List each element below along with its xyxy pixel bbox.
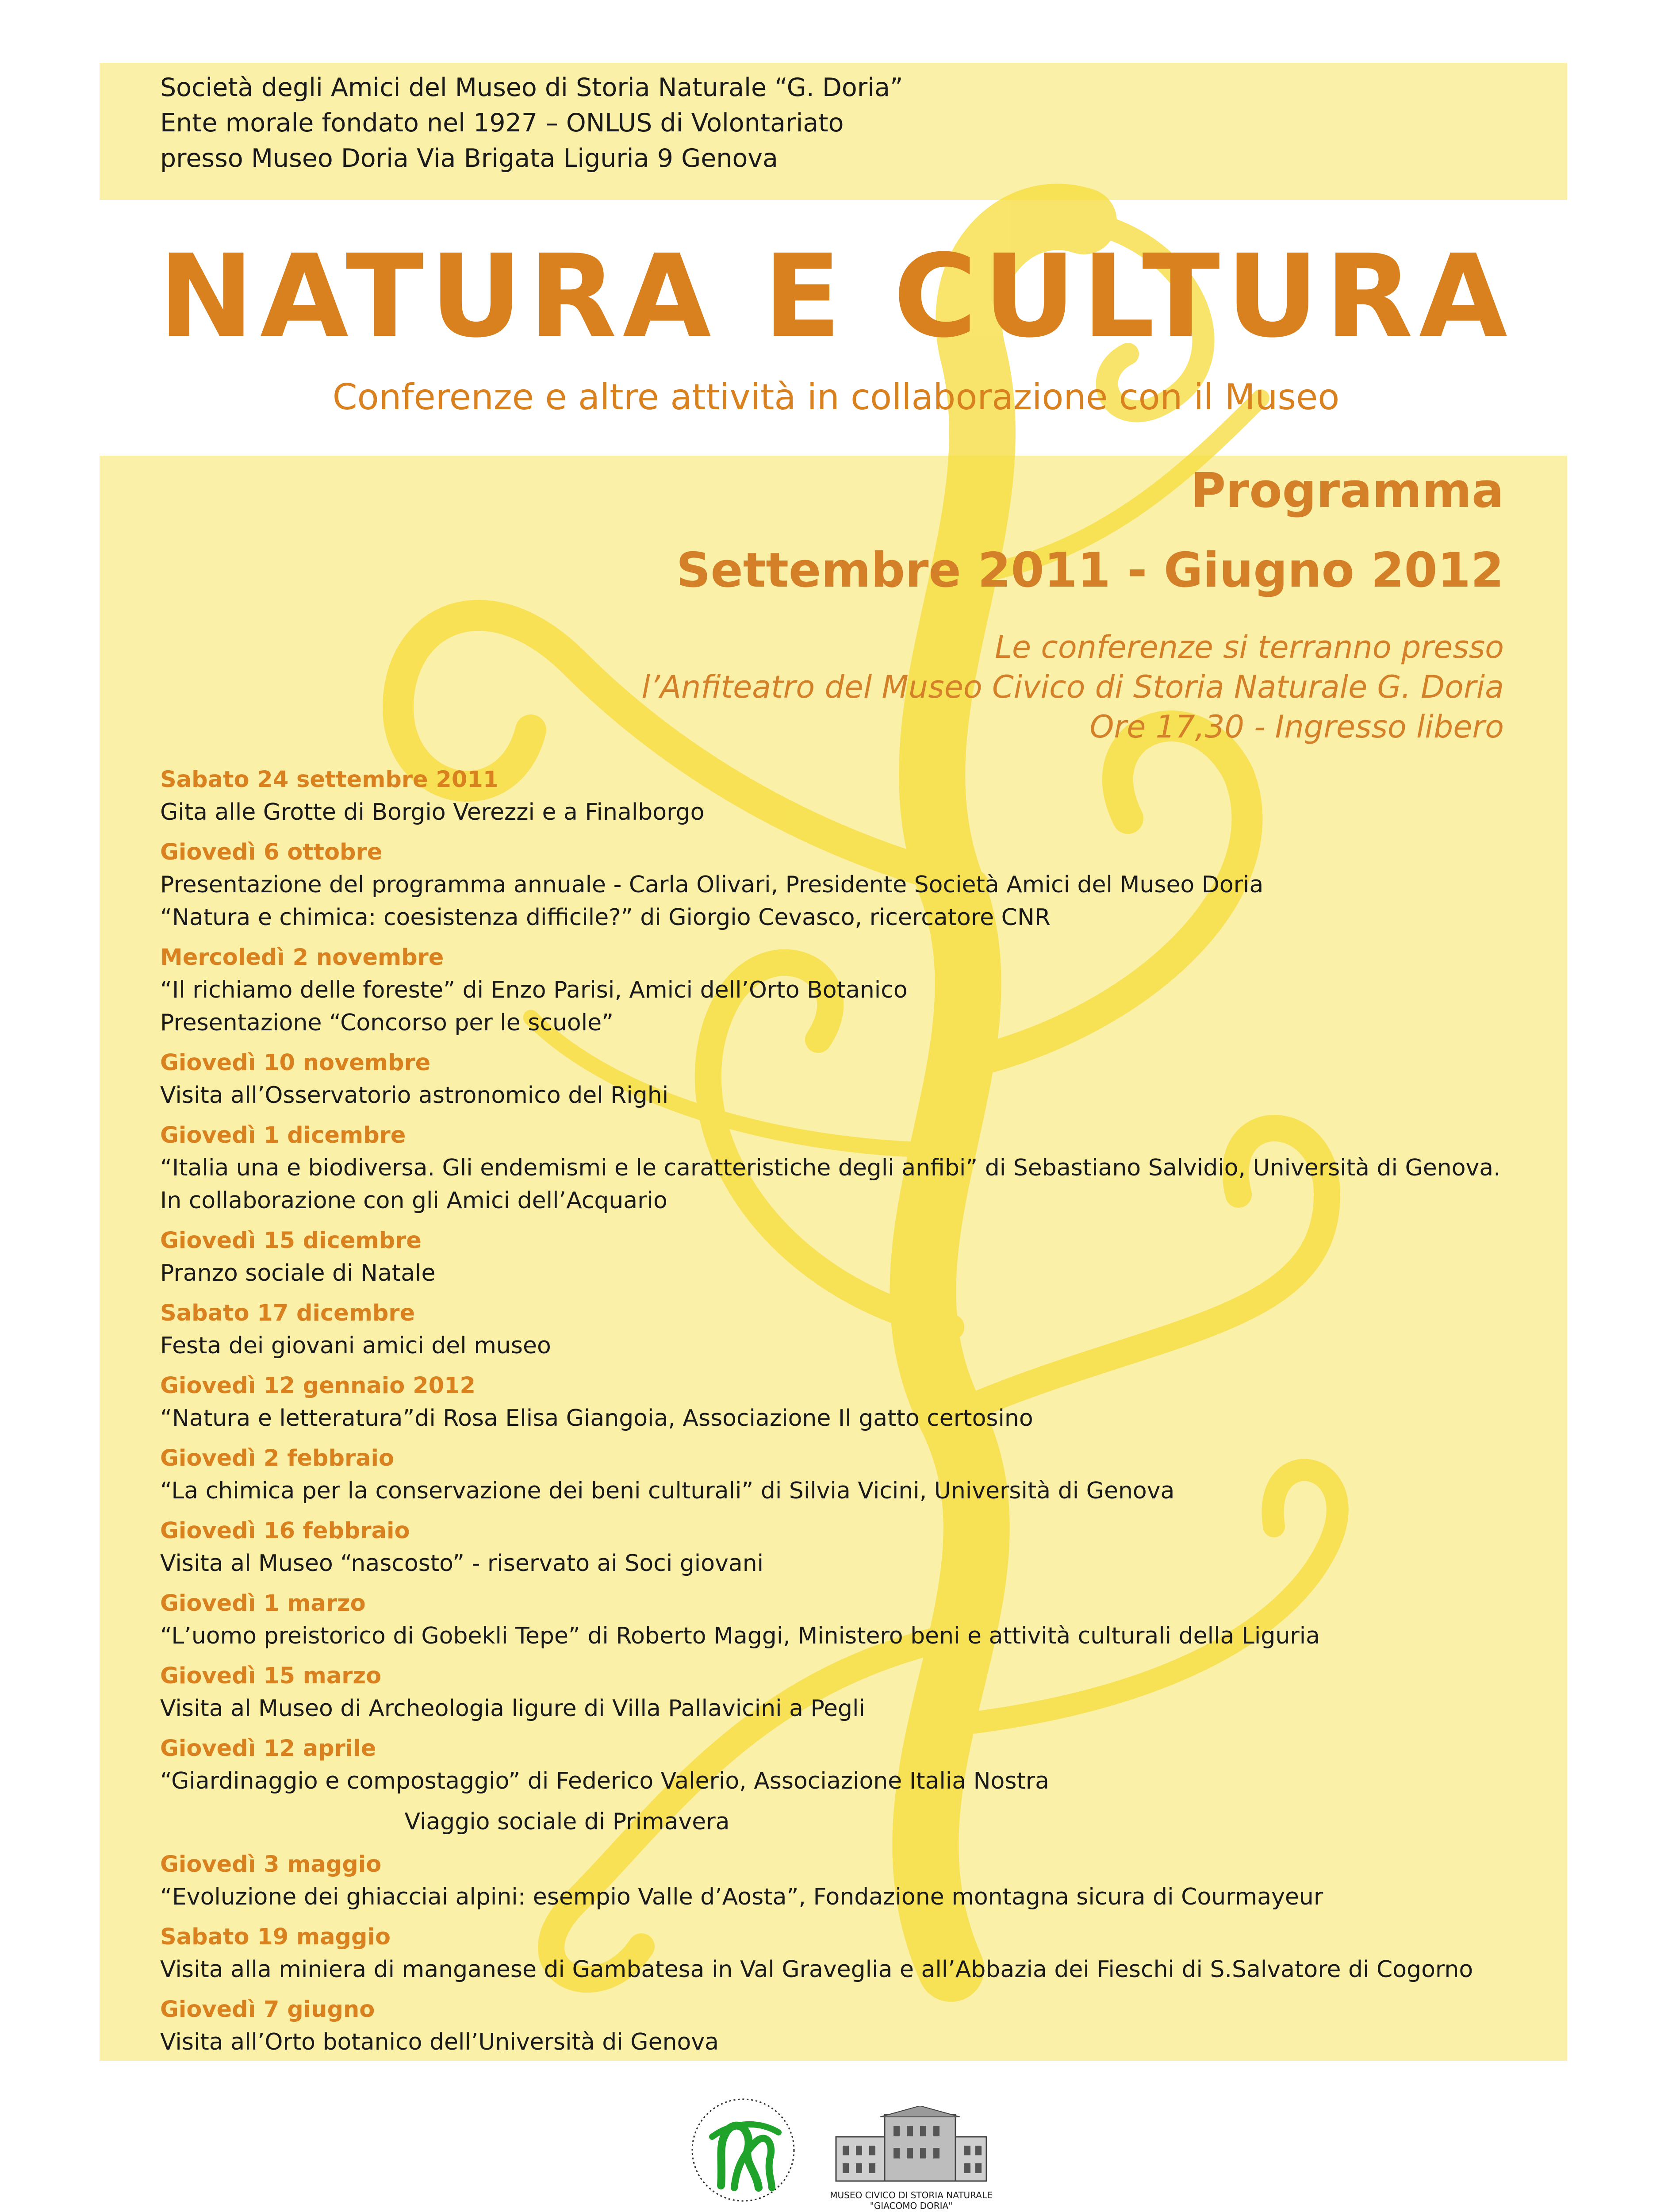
event-date: Giovedì 3 maggio <box>160 1851 382 1878</box>
museum-caption: MUSEO CIVICO DI STORIA NATURALE "GIACOMO DORIA" <box>830 2190 993 2211</box>
program-label: Programma <box>1190 463 1504 518</box>
event-date: Sabato 17 dicembre <box>160 1300 415 1326</box>
event-description: Presentazione del programma annuale - Carla Olivari, Presidente Società Amici del Museo Doria <box>160 872 1264 898</box>
header-line-society: Società degli Amici del Museo di Storia Naturale “G. Doria” <box>160 73 903 102</box>
event-description: Visita all’Osservatorio astronomico del Righi <box>160 1082 669 1109</box>
program-period: Settembre 2011 - Giugno 2012 <box>676 543 1504 598</box>
event-description: “L’uomo preistorico di Gobekli Tepe” di Roberto Maggi, Ministero beni e attività culturali della Liguria <box>160 1623 1320 1649</box>
event-item <box>160 837 1567 934</box>
event-item <box>160 1994 1567 2058</box>
event-list <box>160 764 1567 2066</box>
event-item <box>160 1443 1567 1507</box>
event-description: “Natura e chimica: coesistenza difficile?” di Giorgio Cevasco, ricercatore CNR <box>160 904 1051 931</box>
event-description: “La chimica per la conservazione dei beni culturali” di Silvia Vicini, Università di Genova <box>160 1478 1175 1504</box>
event-description: Visita alla miniera di manganese di Gambatesa in Val Graveglia e all’Abbazia dei Fieschi di S.Salvatore di Cogorno <box>160 1956 1473 1983</box>
event-date: Giovedì 1 marzo <box>160 1590 366 1617</box>
event-description: Presentazione “Concorso per le scuole” <box>160 1010 614 1036</box>
event-date: Sabato 24 settembre 2011 <box>160 767 499 793</box>
event-description: “Il richiamo delle foreste” di Enzo Parisi, Amici dell’Orto Botanico <box>160 977 908 1003</box>
event-item <box>160 1047 1567 1112</box>
event-description: “Italia una e biodiversa. Gli endemismi e le caratteristiche degli anfibi” di Sebastiano Salvidio, Università di Genova. <box>160 1155 1501 1181</box>
society-logo-icon <box>681 2084 805 2212</box>
event-item <box>160 1370 1567 1435</box>
event-description: Visita al Museo “nascosto” - riservato ai Soci giovani <box>160 1550 764 1577</box>
venue-line: Ore 17,30 - Ingresso libero <box>1089 709 1504 745</box>
event-date: Sabato 19 maggio <box>160 1924 391 1950</box>
header-line-address: presso Museo Doria Via Brigata Liguria 9 Genova <box>160 144 778 173</box>
logos-area <box>0 2079 1672 2212</box>
event-date: Giovedì 1 dicembre <box>160 1122 406 1148</box>
page-title: NATURA E CULTURA <box>158 230 1514 363</box>
special-note: Viaggio sociale di Primavera <box>404 1809 730 1835</box>
event-description: Visita al Museo di Archeologia ligure di Villa Pallavicini a Pegli <box>160 1695 865 1722</box>
event-date: Giovedì 12 aprile <box>160 1736 376 1762</box>
event-description: “Evoluzione dei ghiacciai alpini: esempio Valle d’Aosta”, Fondazione montagna sicura di Courmayeur <box>160 1884 1323 1910</box>
event-item <box>160 1225 1567 1290</box>
event-item <box>160 1921 1567 1986</box>
event-description: “Giardinaggio e compostaggio” di Federico Valerio, Associazione Italia Nostra <box>160 1768 1050 1794</box>
event-date: Giovedì 15 dicembre <box>160 1228 422 1254</box>
event-date: Giovedì 12 gennaio 2012 <box>160 1373 476 1399</box>
page-subtitle: Conferenze e altre attività in collaborazione con il Museo <box>332 376 1340 418</box>
event-item <box>160 942 1567 1039</box>
event-item <box>160 1515 1567 1580</box>
event-description: Pranzo sociale di Natale <box>160 1260 436 1286</box>
event-description: In collaborazione con gli Amici dell’Acquario <box>160 1187 667 1214</box>
venue-line: Le conferenze si terranno presso <box>995 629 1504 665</box>
event-item <box>160 1588 1567 1652</box>
event-description: Festa dei giovani amici del museo <box>160 1333 551 1359</box>
event-date: Giovedì 7 giugno <box>160 1997 375 2023</box>
venue-line: l’Anfiteatro del Museo Civico di Storia Naturale G. Doria <box>641 669 1504 705</box>
event-date: Giovedì 6 ottobre <box>160 839 383 865</box>
event-date: Giovedì 10 novembre <box>160 1050 431 1076</box>
event-item <box>160 1849 1567 1913</box>
event-description: “Natura e letteratura”di Rosa Elisa Giangoia, Associazione Il gatto certosino <box>160 1405 1033 1432</box>
event-description: Visita all’Orto botanico dell’Università di Genova <box>160 2029 719 2055</box>
event-date: Giovedì 16 febbraio <box>160 1518 410 1544</box>
museum-building-icon <box>832 2106 991 2185</box>
event-date: Giovedì 15 marzo <box>160 1663 382 1689</box>
event-item <box>160 1660 1567 1725</box>
event-date: Giovedì 2 febbraio <box>160 1445 395 1471</box>
header-line-founded: Ente morale fondato nel 1927 – ONLUS di Volontariato <box>160 108 844 138</box>
event-item <box>160 1120 1567 1217</box>
event-item <box>160 764 1567 829</box>
event-item <box>160 1298 1567 1362</box>
event-description: Gita alle Grotte di Borgio Verezzi e a Finalborgo <box>160 799 705 826</box>
event-item <box>160 1733 1567 1797</box>
event-date: Mercoledì 2 novembre <box>160 945 444 971</box>
